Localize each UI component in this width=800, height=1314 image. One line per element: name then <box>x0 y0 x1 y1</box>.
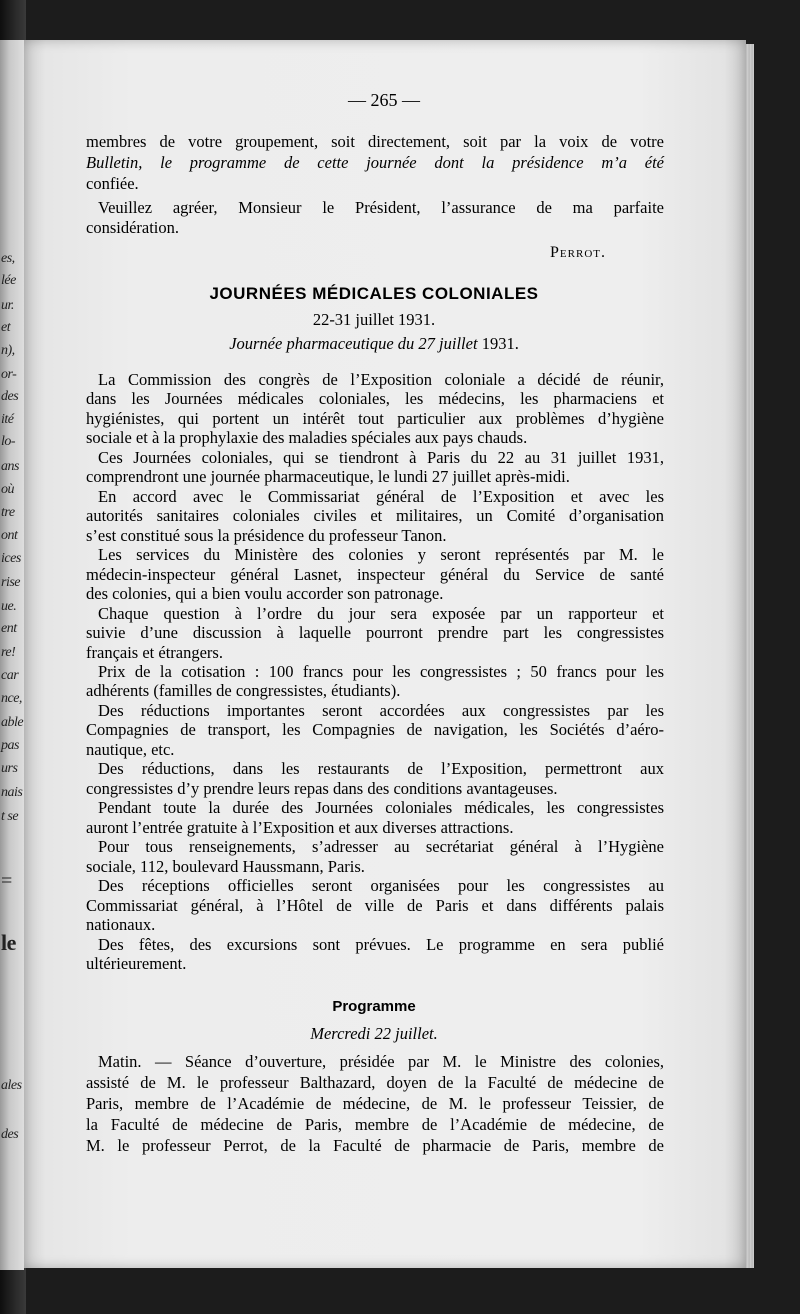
facing-page-fragment: = <box>1 870 12 892</box>
body-line: autorités sanitaires coloniales civiles et militaires, un Comité d’organisation <box>86 506 664 525</box>
body-line: Pour tous renseignements, s’adresser au secrétariat général à l’Hygiène <box>98 837 664 856</box>
body-line: Commissariat général, à l’Hôtel de ville de Paris et dans différents palais <box>86 896 664 915</box>
facing-page-fragment: ue. <box>1 599 17 614</box>
body-line: sociale, 112, boulevard Haussmann, Paris. <box>86 857 365 876</box>
facing-page-fragment: tre <box>1 505 15 520</box>
facing-page-fragment: rise <box>1 575 20 590</box>
body-line: Prix de la cotisation : 100 francs pour les congressistes ; 50 francs pour les <box>98 662 664 681</box>
body-line: médecin-inspecteur général Lasnet, inspecteur général du Service de santé <box>86 565 664 584</box>
facing-page-fragment: pas <box>1 738 19 753</box>
body-line: La Commission des congrès de l’Exposition coloniale a décidé de réunir, <box>98 370 664 389</box>
facing-page-fragment: able <box>1 715 24 730</box>
letter-line: confiée. <box>86 174 139 193</box>
facing-page-fragment: lo- <box>1 434 16 449</box>
body-line: Des fêtes, des excursions sont prévues. Le programme en sera publié <box>98 935 664 954</box>
facing-page-fragment: nais <box>1 785 23 800</box>
facing-page-fragment: ont <box>1 528 18 543</box>
page-number: — 265 — <box>348 90 420 110</box>
facing-page-fragment: où <box>1 482 14 497</box>
facing-page-fragment: ans <box>1 459 19 474</box>
letter-line: considération. <box>86 218 180 237</box>
subheading-year: 1931. <box>477 334 519 353</box>
body-line: suivie d’une discussion à laquelle pourront prendre part les congressistes <box>86 623 664 642</box>
body-line: s’est constitué sous la présidence du professeur Tanon. <box>86 526 447 545</box>
body-line: En accord avec le Commissariat général de l’Exposition et avec les <box>98 487 664 506</box>
section-heading: JOURNÉES MÉDICALES COLONIALES <box>209 284 539 303</box>
body-line: Compagnies de transport, les Compagnies de navigation, les Sociétés d’aéro- <box>86 720 664 739</box>
body-line: Pendant toute la durée des Journées coloniales médicales, les congressistes <box>98 798 664 817</box>
facing-page-fragment: des <box>1 1127 19 1142</box>
body-line: sociale et à la prophylaxie des maladies spéciales aux pays chauds. <box>86 428 528 447</box>
programme-line: M. le professeur Perrot, de la Faculté de pharmacie de Paris, membre de <box>86 1136 664 1155</box>
facing-page-edge <box>0 40 24 1270</box>
facing-page-fragment: et <box>1 320 11 335</box>
body-line: hygiénistes, qui portent un intérêt tout particulier aux problèmes d’hygiène <box>86 409 664 428</box>
programme-heading: Programme <box>332 998 416 1015</box>
facing-page-fragment: or- <box>1 367 17 382</box>
body-line: nationaux. <box>86 915 156 934</box>
facing-page-fragment: ent <box>1 621 17 636</box>
facing-page-fragment: ales <box>1 1078 22 1093</box>
body-line: adhérents (familles de congressistes, étudiants). <box>86 681 401 700</box>
facing-page-fragment: ices <box>1 551 21 566</box>
body-line: congressistes d’y prendre leurs repas dans des conditions avantageuses. <box>86 779 558 798</box>
letter-line: membres de votre groupement, soit directement, soit par la voix de votre <box>86 132 664 151</box>
programme-day: Mercredi 22 juillet. <box>310 1024 438 1043</box>
facing-page-fragment: le <box>1 930 16 955</box>
body-line: Les services du Ministère des colonies y seront représentés par M. le <box>98 545 664 564</box>
document-page <box>24 40 746 1268</box>
body-line: comprendront une journée pharmaceutique, le lundi 27 juillet après-midi. <box>86 467 570 486</box>
facing-page-fragment: des <box>1 389 19 404</box>
letter-line-text: Bulletin, le programme de cette journée dont la présidence m’a été <box>86 153 664 172</box>
letter-line: Veuillez agréer, Monsieur le Président, l’assurance de ma parfaite <box>98 198 664 217</box>
programme-line: assisté de M. le professeur Balthazard, doyen de la Faculté de médecine de <box>86 1073 664 1092</box>
facing-page-fragment: t se <box>1 809 19 824</box>
body-line: Ces Journées coloniales, qui se tiendront à Paris du 22 au 31 juillet 1931, <box>98 448 664 467</box>
letter-line <box>86 153 664 173</box>
facing-page-fragment: nce, <box>1 691 22 706</box>
body-line: Des réductions importantes seront accordées aux congressistes par les <box>98 701 664 720</box>
signature: Perrot. <box>550 244 606 261</box>
programme-line: Matin. — Séance d’ouverture, présidée par M. le Ministre des colonies, <box>98 1052 664 1071</box>
body-line: dans les Journées médicales coloniales, les médecins, les pharmaciens et <box>86 389 664 408</box>
facing-page-fragment: ité <box>1 412 14 427</box>
body-line: Des réceptions officielles seront organisées pour les congressistes au <box>98 876 664 895</box>
programme-line: Paris, membre de l’Académie de médecine, de M. le professeur Teissier, de <box>86 1094 664 1113</box>
subheading-italic: Journée pharmaceutique du 27 juillet <box>229 334 478 353</box>
body-line: nautique, etc. <box>86 740 175 759</box>
facing-page-fragment: ur. <box>1 298 14 313</box>
facing-page-fragment: re! <box>1 645 16 660</box>
facing-page-fragment: lée <box>1 273 16 288</box>
body-line: français et étrangers. <box>86 643 223 662</box>
programme-line: la Faculté de médecine de Paris, membre de l’Académie de médecine, de <box>86 1115 664 1134</box>
body-line: ultérieurement. <box>86 954 187 973</box>
event-dates: 22-31 juillet 1931. <box>312 310 436 329</box>
facing-page-fragment: es, <box>1 251 15 266</box>
body-line: Chaque question à l’ordre du jour sera exposée par un rapporteur et <box>98 604 664 623</box>
section-subheading <box>24 334 724 354</box>
facing-page-fragment: car <box>1 668 19 683</box>
facing-page-fragment: urs <box>1 761 18 776</box>
body-line: Des réductions, dans les restaurants de l’Exposition, permettront aux <box>98 759 664 778</box>
facing-page-fragment: n), <box>1 343 15 358</box>
body-line: des colonies, qui a bien voulu accorder son patronage. <box>86 584 444 603</box>
body-line: auront l’entrée gratuite à l’Exposition et aux diverses attractions. <box>86 818 514 837</box>
